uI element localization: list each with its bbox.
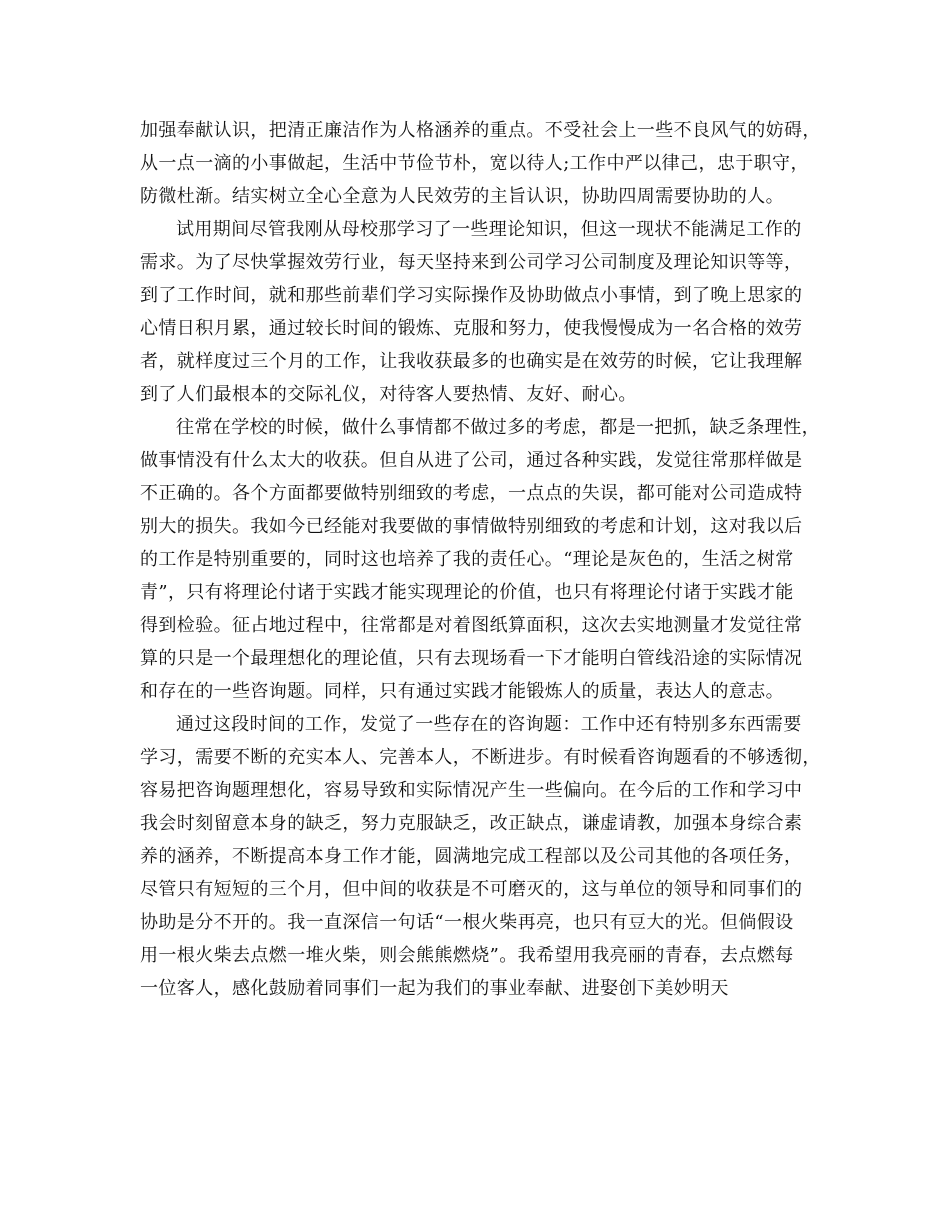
text-line: 的工作是特别重要的，同时这也培养了我的责任心。“理论是灰色的，生活之树常 [140,549,794,570]
text-line: 和存在的一些咨询题。同样，只有通过实践才能锻炼人的质量，表达人的意志。 [140,681,784,702]
text-line: 我会时刻留意本身的缺乏，努力克服缺乏，改正缺点，谦虚请教，加强本身综合素 [140,813,803,834]
paragraph-2 [140,213,812,411]
document-body [140,114,821,1005]
text-line: 不正确的。各个方面都要做特别细致的考虑，一点点的失误，都可能对公司造成特 [140,483,803,504]
text-line: 容易把咨询题理想化，容易导致和实际情况产生一些偏向。在今后的工作和学习中 [140,780,803,801]
text-line: 从一点一滴的小事做起，生活中节俭节朴，宽以待人;工作中严以律己，忠于职守， [140,153,809,174]
text-line: 防微杜渐。结实树立全心全意为人民效劳的主旨认识，协助四周需要协助的人。 [140,186,784,207]
text-line: 往常在学校的时候，做什么事情都不做过多的考虑，都是一把抓，缺乏条理性， [176,417,820,438]
text-line: 通过这段时间的工作，发觉了一些存在的咨询题：工作中还有特别多东西需要 [176,714,802,735]
text-line: 一位客人，感化鼓励着同事们一起为我们的事业奉献、进娶创下美妙明天 [140,978,729,999]
text-line: 养的涵养，不断提高本身工作才能，圆满地完成工程部以及公司其他的各项任务， [140,846,803,867]
text-line: 协助是分不开的。我一直深信一句话“一根火柴再亮，也只有豆大的光。但倘假设 [140,912,794,933]
text-line: 做事情没有什么太大的收获。但自从进了公司，通过各种实践，发觉往常那样做是 [140,450,803,471]
text-line: 算的只是一个最理想化的理论值，只有去现场看一下才能明白管线沿途的实际情况 [140,648,803,669]
paragraph-1 [140,114,821,213]
text-line: 需求。为了尽快掌握效劳行业，每天坚持来到公司学习公司制度及理论知识等等， [140,252,803,273]
paragraph-3 [140,411,820,708]
text-line: 心情日积月累，通过较长时间的锻炼、克服和努力，使我慢慢成为一名合格的效劳 [140,318,803,339]
text-line: 青”，只有将理论付诸于实践才能实现理论的价值，也只有将理论付诸于实践才能 [140,582,794,603]
text-line: 试用期间尽管我刚从母校那学习了一些理论知识，但这一现状不能满足工作的 [176,219,802,240]
text-line: 得到检验。征占地过程中，往常都是对着图纸算面积，这次去实地测量才发觉往常 [140,615,803,636]
paragraph-4 [140,708,821,1005]
text-line: 到了人们最根本的交际礼仪，对待客人要热情、友好、耐心。 [140,384,637,405]
text-line: 到了工作时间，就和那些前辈们学习实际操作及协助做点小事情，到了晚上思家的 [140,285,803,306]
text-line: 者，就样度过三个月的工作，让我收获最多的也确实是在效劳的时候，它让我理解 [140,351,803,372]
text-line: 加强奉献认识，把清正廉洁作为人格涵养的重点。不受社会上一些不良风气的妨碍， [140,120,821,141]
text-line: 学习，需要不断的充实本人、完善本人，不断进步。有时候看咨询题看的不够透彻， [140,747,821,768]
text-line: 用一根火柴去点燃一堆火柴，则会熊熊燃烧”。我希望用我亮丽的青春，去点燃每 [140,945,794,966]
text-line: 别大的损失。我如今已经能对我要做的事情做特别细致的考虑和计划，这对我以后 [140,516,803,537]
text-line: 尽管只有短短的三个月，但中间的收获是不可磨灭的，这与单位的领导和同事们的 [140,879,803,900]
